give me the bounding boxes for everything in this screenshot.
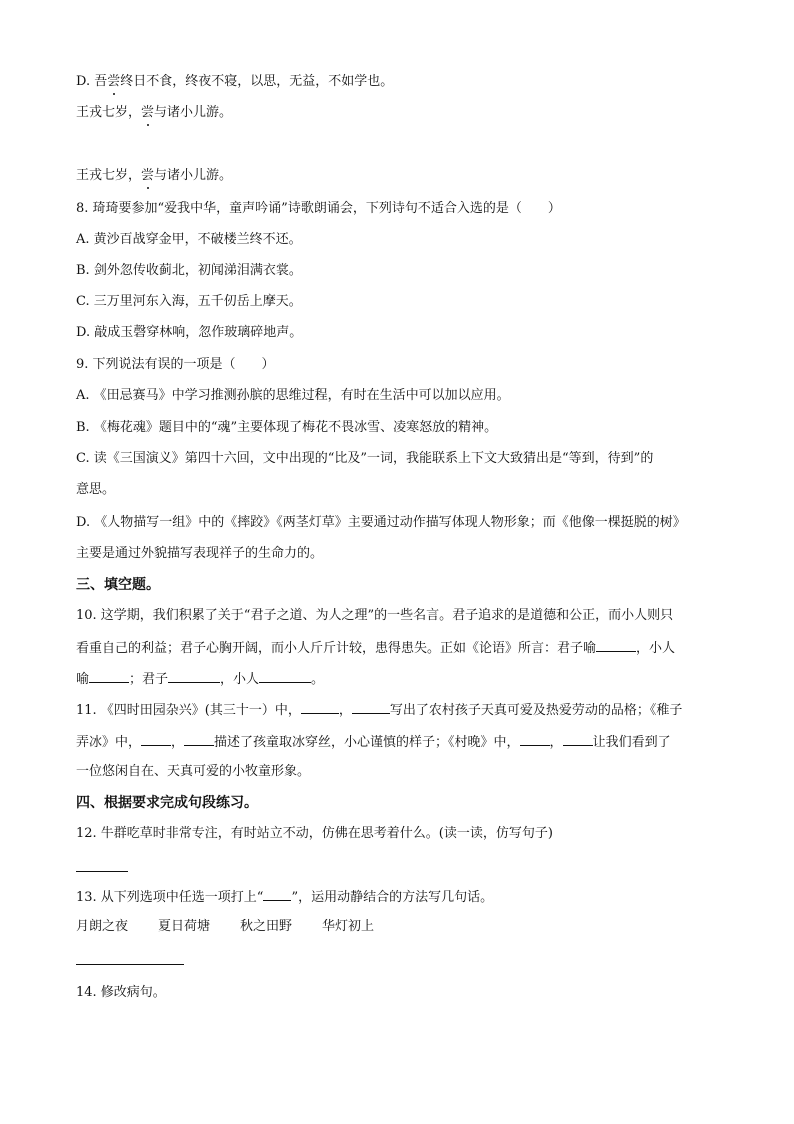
q11-line3: 一位悠闲自在、天真可爱的小牧童形象。 bbox=[76, 764, 311, 779]
q10-line2-text-a: 看重自己的利益；君子心胸开阔，而小人斤斤计较，患得患失。正如《论语》所言：君子喻 bbox=[76, 641, 597, 656]
q12-answer-line[interactable] bbox=[76, 871, 128, 872]
q11-line1-text-c: 写出了农村孩子天真可爱及热爱劳动的品格；《稚子 bbox=[389, 703, 683, 718]
q11-line1 bbox=[76, 700, 682, 720]
q9-option-b: B. 《梅花魂》题目中的“魂”主要体现了梅花不畏冰雪、凌寒怒放的精神。 bbox=[76, 420, 498, 435]
q11-line2 bbox=[76, 732, 671, 752]
q13-option-1[interactable]: 月朗之夜 bbox=[76, 919, 129, 934]
q13-stem-text-b: ”，运用动静结合的方法写几句话。 bbox=[291, 890, 494, 905]
q7-option-d bbox=[76, 73, 393, 91]
q10-line1: 10. 这学期，我们积累了关于“君子之道、为人之理”的一些名言。君子追求的是道德和公正，而小人则只 bbox=[76, 608, 674, 623]
q7-option-d-dotted-char: 尝 bbox=[107, 74, 121, 89]
q11-blank-1[interactable] bbox=[301, 700, 339, 714]
q14-stem: 14. 修改病句。 bbox=[76, 985, 166, 1000]
q7-option-d-suffix: 终日不食，终夜不寝，以思，无益，不如学也。 bbox=[120, 74, 394, 89]
q13-answer-line[interactable] bbox=[76, 964, 184, 965]
q9-option-d-line1: D. 《人物描写一组》中的《摔跤》《两茎灯草》主要通过动作描写体现人物形象；而《他像一棵挺脱的树》 bbox=[76, 515, 686, 530]
q11-line2-text-c: 描述了孩童取冰穿丝，小心谨慎的样子；《村晚》中， bbox=[214, 735, 520, 750]
q11-line2-text-d: ， bbox=[549, 735, 563, 750]
q12-stem: 12. 牛群吃草时非常专注，有时站立不动，仿佛在思考着什么。(读一读，仿写句子) bbox=[76, 826, 553, 841]
q7-reference-sentence-1 bbox=[76, 104, 232, 122]
section-3-title: 三、填空题。 bbox=[76, 577, 160, 593]
q7-ref2-suffix: 与诸小儿游。 bbox=[154, 168, 233, 183]
q7-ref2-dotted-char: 尝 bbox=[141, 168, 155, 183]
q13-option-2[interactable]: 夏日荷塘 bbox=[158, 919, 211, 934]
q9-option-c-line2: 意思。 bbox=[76, 482, 116, 497]
q9-option-d-line2: 主要是通过外貌描写表现祥子的生命力的。 bbox=[76, 546, 324, 561]
q11-blank-2[interactable] bbox=[352, 700, 390, 714]
q7-ref1-dotted-char: 尝 bbox=[141, 105, 155, 120]
q9-stem: 9. 下列说法有误的一项是（ ） bbox=[76, 357, 275, 372]
q10-line3 bbox=[76, 669, 324, 689]
q11-line2-text-a: 弄冰》中， bbox=[76, 735, 142, 750]
q7-reference-sentence-2 bbox=[76, 167, 232, 185]
q11-line1-text-b: ， bbox=[338, 703, 352, 718]
q11-line2-text-e: 让我们看到了 bbox=[592, 735, 671, 750]
q10-blank-4[interactable] bbox=[259, 669, 311, 683]
q9-option-a: A. 《田忌赛马》中学习推测孙膑的思维过程，有时在生活中可以加以应用。 bbox=[76, 388, 510, 403]
q10-blank-3[interactable] bbox=[168, 669, 220, 683]
q10-line2 bbox=[76, 638, 675, 658]
q13-options bbox=[76, 918, 404, 936]
q13-stem bbox=[76, 887, 493, 907]
q8-option-c: C. 三万里河东入海，五千仞岳上摩天。 bbox=[76, 294, 302, 309]
q10-line3-text-b: ；君子 bbox=[129, 672, 169, 687]
q10-blank-2[interactable] bbox=[89, 669, 129, 683]
q8-option-b: B. 剑外忽传收蓟北，初闻涕泪满衣裳。 bbox=[76, 263, 302, 278]
q8-stem: 8. 琦琦要参加“爱我中华，童声吟诵”诗歌朗诵会，下列诗句不适合入选的是（ ） bbox=[76, 201, 561, 216]
q11-line1-text-a: 11. 《四时田园杂兴》(其三十一）中， bbox=[76, 703, 301, 718]
q7-ref1-prefix: 王戎七岁， bbox=[76, 105, 142, 120]
q13-option-3[interactable]: 秋之田野 bbox=[240, 919, 293, 934]
q10-blank-1[interactable] bbox=[596, 638, 636, 652]
q13-stem-text-a: 13. 从下列选项中任选一项打上“ bbox=[76, 890, 264, 905]
q10-line3-text-a: 喻 bbox=[76, 672, 90, 687]
q11-blank-5[interactable] bbox=[520, 732, 550, 746]
q13-option-4[interactable]: 华灯初上 bbox=[322, 919, 375, 934]
q11-blank-6[interactable] bbox=[563, 732, 593, 746]
q9-option-c-line1: C. 读《三国演义》第四十六回，文中出现的“比及”一词，我能联系上下文大致猜出是“等到，待到”的 bbox=[76, 451, 654, 466]
q10-line3-text-c: ，小人 bbox=[220, 672, 260, 687]
q13-blank[interactable] bbox=[263, 887, 291, 901]
q7-ref1-suffix: 与诸小儿游。 bbox=[154, 105, 233, 120]
q11-blank-3[interactable] bbox=[141, 732, 171, 746]
q7-option-d-prefix: D. 吾 bbox=[76, 74, 108, 89]
q10-line2-text-b: ，小人 bbox=[636, 641, 676, 656]
q7-ref2-prefix: 王戎七岁， bbox=[76, 168, 142, 183]
q10-line3-text-d: 。 bbox=[311, 672, 325, 687]
q11-blank-4[interactable] bbox=[184, 732, 214, 746]
section-4-title: 四、根据要求完成句段练习。 bbox=[76, 795, 258, 811]
q8-option-d: D. 敲成玉磬穿林响，忽作玻璃碎地声。 bbox=[76, 325, 303, 340]
q8-option-a: A. 黄沙百战穿金甲，不破楼兰终不还。 bbox=[76, 232, 302, 247]
q11-line2-text-b: ， bbox=[171, 735, 185, 750]
